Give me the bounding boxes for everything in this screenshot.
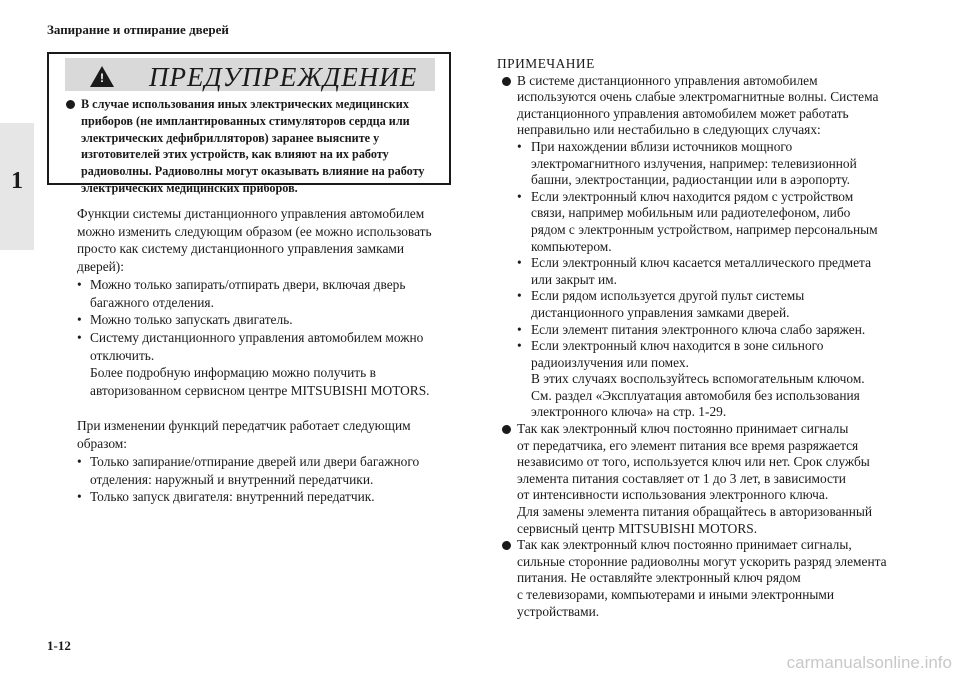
text-line: Можно только запирать/отпирать двери, включая дверь (90, 276, 406, 292)
note-list-item (497, 139, 897, 189)
warning-exclamation-icon: ! (100, 71, 104, 85)
text-line: авторизованном сервисном центре MITSUBISHI MOTORS. (90, 383, 430, 399)
list-item (77, 276, 452, 311)
warning-line: приборов (не имплантированных стимуляторов сердца или (81, 113, 410, 128)
text-line: Если электронный ключ касается металлического предмета (531, 255, 872, 271)
text-line: Систему дистанционного управления автомобилем можно (90, 329, 424, 345)
warning-line: изготовителей этих устройств, как влияют на их работу (81, 147, 389, 162)
text-line: используются очень слабые электромагнитные волны. Система (517, 89, 879, 105)
text-line: от передатчика, его элемент питания все время разряжается (517, 437, 859, 453)
text-line: сервисный центр MITSUBISHI MOTORS. (517, 520, 758, 536)
text-line: электронного ключа» на стр. 1-29. (531, 404, 727, 420)
list-bullet-icon: • (77, 489, 82, 505)
text-line: отключить. (90, 347, 155, 363)
text-line: радиоизлучения или помех. (531, 354, 689, 370)
list-bullet-icon: • (517, 338, 522, 354)
text-line: дверей): (77, 259, 124, 275)
text-line: Если рядом используется другой пульт системы (531, 288, 805, 304)
text-line: При изменении функций передатчик работает следующим (77, 418, 411, 434)
text-line: или закрыт им. (531, 271, 617, 287)
text-line: компьютером. (531, 238, 612, 254)
page-header-title: Запирание и отпирание дверей (47, 22, 229, 37)
text-line: сильные сторонние радиоволны могут ускорить разряд элемента (517, 553, 887, 569)
watermark: carmanualsonline.info (786, 653, 952, 672)
warning-body (65, 96, 441, 197)
text-line: с телевизорами, компьютерами и иными электронными (517, 587, 835, 602)
list-item (77, 488, 452, 506)
list-item (77, 311, 452, 329)
text-line: Для замены элемента питания обращайтесь в авторизованный (517, 504, 873, 520)
note-bullet (497, 73, 897, 139)
text-line: устройствами. (517, 603, 600, 619)
note-column (497, 56, 897, 620)
list-bullet-icon: • (517, 321, 522, 337)
text-line: дистанционного управления замками дверей. (531, 304, 790, 320)
list-bullet-icon: • (77, 453, 82, 469)
text-line: можно изменить следующим образом (ее можно использовать (77, 223, 432, 239)
text-line: неправильно или нестабильно в следующих случаях: (517, 122, 821, 138)
note-list-item (497, 189, 897, 255)
warning-box (47, 52, 451, 195)
text-line: Так как электронный ключ постоянно принимает сигналы (517, 421, 849, 437)
list-item (77, 329, 452, 400)
warning-header (65, 58, 435, 91)
text-line: рядом с электронным устройством, например персональным (531, 221, 878, 237)
list-bullet-icon: • (77, 276, 82, 292)
left-column-text (77, 205, 452, 506)
text-line: багажного отделения. (90, 294, 214, 310)
text-line: связи, например мобильным или радиотелефоном, либо (531, 205, 851, 221)
bullet-dot-icon (502, 541, 511, 550)
list-item (77, 453, 452, 488)
note-list-item (497, 255, 897, 288)
warning-line: электрических дефибрилляторов) заранее выясните у (81, 130, 380, 145)
bullet-dot-icon (66, 100, 75, 109)
chapter-number: 1 (11, 168, 23, 194)
warning-line: электрических медицинских приборов. (81, 180, 298, 195)
text-line: Так как электронный ключ постоянно принимает сигналы, (517, 537, 852, 553)
warning-bullet (65, 96, 441, 197)
text-line: Можно только запускать двигатель. (90, 312, 293, 328)
text-line: При нахождении вблизи источников мощного (531, 138, 793, 154)
text-line: В системе дистанционного управления автомобилем (517, 72, 818, 88)
second-paragraph (77, 417, 452, 452)
text-line: Если элемент питания электронного ключа слабо заряжен. (531, 321, 866, 337)
list-bullet-icon: • (517, 188, 522, 204)
warning-line: В случае использования иных электрических медицинских (81, 97, 409, 111)
page-number: 1-12 (47, 638, 71, 653)
paragraph-gap (77, 400, 452, 418)
text-line: Если электронный ключ находится в зоне сильного (531, 338, 824, 354)
bullet-dot-icon (502, 425, 511, 434)
text-line: В этих случаях воспользуйтесь вспомогательным ключом. (531, 371, 865, 387)
list-bullet-icon: • (517, 255, 522, 271)
text-line: электромагнитного излучения, например: телевизионной (531, 155, 857, 171)
text-line: См. раздел «Эксплуатация автомобиля без использования (531, 387, 860, 403)
text-line: Более подробную информацию можно получить в (90, 365, 376, 381)
text-line: элемента питания составляет от 1 до 3 лет, в зависимости (517, 470, 846, 486)
intro-paragraph (77, 205, 452, 276)
text-line: Функции системы дистанционного управления автомобилем (77, 206, 425, 221)
note-list-item (497, 322, 897, 339)
text-line: образом: (77, 436, 127, 452)
text-line: питания. Не оставляйте электронный ключ рядом (517, 570, 801, 586)
text-line: Только запирание/отпирание дверей или двери багажного (90, 453, 420, 469)
note-title: ПРИМЕЧАНИЕ (497, 56, 595, 71)
text-line: Если электронный ключ находится рядом с устройством (531, 188, 854, 204)
text-line: дистанционного управления автомобилем может работать (517, 105, 849, 121)
list-bullet-icon: • (77, 329, 82, 345)
text-line: отделения: наружный и внутренний передатчики. (90, 471, 374, 487)
list-bullet-icon: • (517, 138, 522, 154)
text-line: Только запуск двигателя: внутренний передатчик. (90, 489, 375, 505)
text-line: от интенсивности использования электронного ключа. (517, 487, 829, 503)
warning-title: ПРЕДУПРЕЖДЕНИЕ (149, 62, 418, 92)
bullet-dot-icon (502, 77, 511, 86)
note-bullet (497, 537, 897, 620)
list-bullet-icon: • (517, 288, 522, 304)
text-line: просто как систему дистанционного управления замками (77, 241, 405, 257)
text-line: башни, электростанции, радиостанции или в аэропорту. (531, 172, 850, 188)
list-bullet-icon: • (77, 312, 82, 328)
text-line: независимо от того, используется ключ или нет. Срок службы (517, 454, 870, 470)
note-list-item (497, 338, 897, 421)
note-list-item (497, 288, 897, 321)
warning-line: радиоволны. Радиоволны могут оказывать влияние на работу (81, 164, 425, 179)
note-bullet (497, 421, 897, 537)
